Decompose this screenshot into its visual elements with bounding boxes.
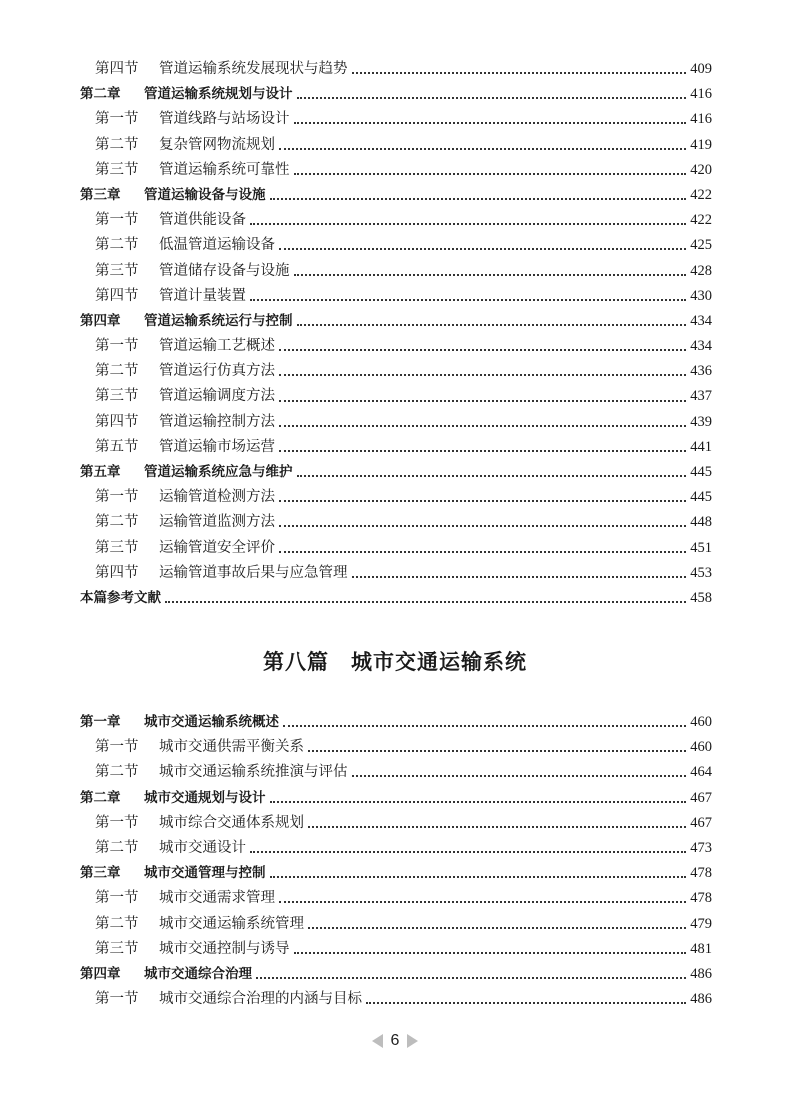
entry-page-number: 420: [690, 161, 712, 178]
dot-leader: [279, 449, 686, 452]
entry-number: 第二章: [80, 789, 121, 806]
entry-page-number: 478: [690, 865, 712, 882]
entry-number: 第二节: [95, 136, 139, 153]
toc-section-entry[interactable]: [80, 760, 712, 785]
dot-leader: [308, 926, 686, 929]
entry-page-number: 467: [690, 789, 712, 806]
entry-title: 管道运输系统规划与设计: [144, 86, 293, 103]
toc-section-entry[interactable]: [80, 536, 712, 561]
entry-number: 第四节: [95, 564, 139, 581]
entry-page-number: 478: [690, 890, 712, 907]
entry-page-number: 448: [690, 514, 712, 531]
toc-chapter-entry[interactable]: [80, 962, 712, 987]
entry-title: 运输管道检测方法: [159, 489, 275, 506]
toc-section-entry[interactable]: [80, 485, 712, 510]
toc-chapter-entry[interactable]: [80, 786, 712, 811]
toc-section-entry[interactable]: [80, 57, 712, 82]
entry-number: 第一节: [95, 739, 139, 756]
toc-chapter-entry[interactable]: [80, 861, 712, 886]
entry-number: 第五节: [95, 438, 139, 455]
dot-leader: [283, 724, 686, 727]
toc-chapter-entry[interactable]: [80, 710, 712, 735]
entry-page-number: 467: [690, 814, 712, 831]
toc-chapter-entry[interactable]: [80, 460, 712, 485]
entry-title: 管道运输系统发展现状与趋势: [159, 61, 348, 77]
entry-number: 第二节: [95, 237, 139, 254]
entry-title: 管道计量装置: [159, 287, 246, 304]
entry-number: 第三章: [80, 186, 121, 203]
dot-leader: [294, 951, 687, 954]
entry-number: 第二节: [95, 363, 139, 380]
entry-number: 第一节: [95, 212, 139, 229]
toc-section-entry[interactable]: [80, 384, 712, 409]
entry-title: 管道储存设备与设施: [159, 262, 290, 279]
entry-title: 运输管道安全评价: [159, 539, 275, 556]
entry-title: 城市交通运输系统管理: [159, 915, 304, 932]
dot-leader: [279, 550, 686, 553]
entry-number: 第一章: [80, 714, 121, 730]
dot-leader: [352, 575, 687, 578]
dot-leader: [250, 222, 686, 225]
dot-leader: [352, 71, 687, 74]
entry-number: 第一节: [95, 991, 139, 1008]
entry-title: 管道运行仿真方法: [159, 363, 275, 380]
dot-leader: [294, 273, 687, 276]
entry-number: 第二节: [95, 514, 139, 531]
entry-page-number: 436: [690, 363, 712, 380]
dot-leader: [279, 373, 686, 376]
entry-title: 管道运输工艺概述: [159, 338, 275, 355]
entry-page-number: 422: [690, 212, 712, 229]
entry-page-number: 460: [690, 714, 712, 730]
entry-number: 第三节: [95, 388, 139, 405]
dot-leader: [165, 600, 686, 603]
dot-leader: [279, 524, 686, 527]
dot-leader: [270, 197, 687, 200]
entry-page-number: 416: [690, 111, 712, 128]
toc-block-pipeline: [80, 57, 712, 611]
entry-page-number: 441: [690, 438, 712, 455]
entry-page-number: 486: [690, 965, 712, 982]
part-title-text: 城市交通运输系统: [351, 649, 527, 674]
entry-number: 第五章: [80, 464, 121, 480]
entry-number: 第三节: [95, 161, 139, 178]
toc-section-entry[interactable]: [80, 410, 712, 435]
entry-title: 城市交通供需平衡关系: [159, 739, 304, 756]
dot-leader: [308, 825, 686, 828]
entry-number: 第一节: [95, 111, 139, 128]
toc-section-entry[interactable]: [80, 510, 712, 535]
entry-title: 本篇参考文献: [80, 589, 161, 606]
entry-number: 第四章: [80, 312, 121, 329]
entry-number: 第四节: [95, 413, 139, 430]
dot-leader: [270, 800, 687, 803]
entry-page-number: 416: [690, 86, 712, 103]
entry-page-number: 422: [690, 186, 712, 203]
entry-page-number: 479: [690, 915, 712, 932]
entry-title: 管道运输系统应急与维护: [144, 464, 293, 480]
entry-title: 城市交通运输系统概述: [144, 714, 279, 730]
entry-title: 城市交通综合治理的内涵与目标: [159, 991, 362, 1008]
dot-leader: [279, 399, 686, 402]
dot-leader: [308, 749, 686, 752]
entry-title: 管道运输设备与设施: [144, 186, 266, 203]
dot-leader: [297, 323, 687, 326]
entry-page-number: 486: [690, 991, 712, 1008]
entry-page-number: 419: [690, 136, 712, 153]
entry-page-number: 473: [690, 839, 712, 856]
entry-title: 管道运输控制方法: [159, 413, 275, 430]
entry-page-number: 437: [690, 388, 712, 405]
dot-leader: [279, 247, 686, 250]
triangle-right-icon: [407, 1034, 418, 1048]
toc-section-entry[interactable]: [80, 259, 712, 284]
dot-leader: [279, 499, 686, 502]
entry-number: 第一节: [95, 489, 139, 506]
part-heading: [0, 646, 790, 676]
entry-number: 第二节: [95, 764, 139, 781]
toc-section-entry[interactable]: [80, 435, 712, 460]
dot-leader: [294, 121, 687, 124]
entry-title: 管道运输系统可靠性: [159, 161, 290, 178]
toc-section-entry[interactable]: [80, 735, 712, 760]
dot-leader: [279, 147, 686, 150]
entry-number: 第一节: [95, 814, 139, 831]
entry-page-number: 453: [690, 564, 712, 581]
entry-title: 城市交通管理与控制: [144, 865, 266, 882]
entry-title: 城市交通规划与设计: [144, 789, 266, 806]
toc-section-entry[interactable]: [80, 359, 712, 384]
toc-section-entry[interactable]: [80, 987, 712, 1012]
entry-number: 第二节: [95, 915, 139, 932]
entry-number: 第四章: [80, 965, 121, 982]
dot-leader: [279, 348, 686, 351]
toc-chapter-entry[interactable]: [80, 586, 712, 611]
entry-title: 城市交通控制与诱导: [159, 940, 290, 957]
toc-section-entry[interactable]: [80, 284, 712, 309]
dot-leader: [279, 900, 686, 903]
toc-section-entry[interactable]: [80, 158, 712, 183]
entry-title: 管道运输系统运行与控制: [144, 312, 293, 329]
entry-title: 城市交通运输系统推演与评估: [159, 764, 348, 781]
page-footer: [0, 1032, 790, 1050]
page-number: 6: [390, 1032, 400, 1049]
entry-number: 第二章: [80, 86, 121, 103]
toc-chapter-entry[interactable]: [80, 82, 712, 107]
entry-number: 第二节: [95, 839, 139, 856]
toc-block-urban-transport: [80, 710, 712, 1012]
entry-title: 城市交通需求管理: [159, 890, 275, 907]
entry-page-number: 481: [690, 940, 712, 957]
entry-number: 第三节: [95, 539, 139, 556]
entry-page-number: 439: [690, 413, 712, 430]
entry-page-number: 445: [690, 464, 712, 480]
toc-section-entry[interactable]: [80, 811, 712, 836]
dot-leader: [297, 474, 687, 477]
entry-number: 第四节: [95, 61, 139, 77]
entry-number: 第一节: [95, 890, 139, 907]
dot-leader: [250, 298, 686, 301]
toc-section-entry[interactable]: [80, 912, 712, 937]
dot-leader: [256, 976, 686, 979]
dot-leader: [297, 96, 687, 99]
dot-leader: [294, 172, 687, 175]
toc-section-entry[interactable]: [80, 937, 712, 962]
toc-section-entry[interactable]: [80, 133, 712, 158]
entry-title: 运输管道监测方法: [159, 514, 275, 531]
triangle-left-icon: [372, 1034, 383, 1048]
entry-title: 管道线路与站场设计: [159, 111, 290, 128]
entry-title: 管道运输调度方法: [159, 388, 275, 405]
dot-leader: [366, 1001, 686, 1004]
entry-page-number: 451: [690, 539, 712, 556]
toc-section-entry[interactable]: [80, 107, 712, 132]
entry-title: 运输管道事故后果与应急管理: [159, 564, 348, 581]
toc-section-entry[interactable]: [80, 886, 712, 911]
entry-page-number: 458: [690, 589, 712, 606]
entry-page-number: 428: [690, 262, 712, 279]
entry-title: 城市交通设计: [159, 839, 246, 856]
entry-title: 复杂管网物流规划: [159, 136, 275, 153]
entry-page-number: 425: [690, 237, 712, 254]
entry-number: 第四节: [95, 287, 139, 304]
entry-page-number: 464: [690, 764, 712, 781]
toc-chapter-entry[interactable]: [80, 183, 712, 208]
dot-leader: [279, 424, 686, 427]
entry-title: 管道供能设备: [159, 212, 246, 229]
entry-number: 第三章: [80, 865, 121, 882]
dot-leader: [270, 875, 687, 878]
dot-leader: [250, 850, 686, 853]
entry-title: 城市交通综合治理: [144, 965, 252, 982]
entry-page-number: 434: [690, 338, 712, 355]
toc-section-entry[interactable]: [80, 208, 712, 233]
entry-number: 第三节: [95, 940, 139, 957]
entry-page-number: 460: [690, 739, 712, 756]
toc-section-entry[interactable]: [80, 233, 712, 258]
entry-page-number: 445: [690, 489, 712, 506]
entry-number: 第一节: [95, 338, 139, 355]
toc-section-entry[interactable]: [80, 836, 712, 861]
toc-section-entry[interactable]: [80, 334, 712, 359]
part-number: 第八篇: [263, 649, 329, 674]
entry-page-number: 430: [690, 287, 712, 304]
toc-section-entry[interactable]: [80, 561, 712, 586]
toc-chapter-entry[interactable]: [80, 309, 712, 334]
entry-number: 第三节: [95, 262, 139, 279]
entry-title: 低温管道运输设备: [159, 237, 275, 254]
entry-page-number: 409: [690, 61, 712, 77]
entry-title: 管道运输市场运营: [159, 438, 275, 455]
entry-page-number: 434: [690, 312, 712, 329]
entry-title: 城市综合交通体系规划: [159, 814, 304, 831]
dot-leader: [352, 774, 687, 777]
